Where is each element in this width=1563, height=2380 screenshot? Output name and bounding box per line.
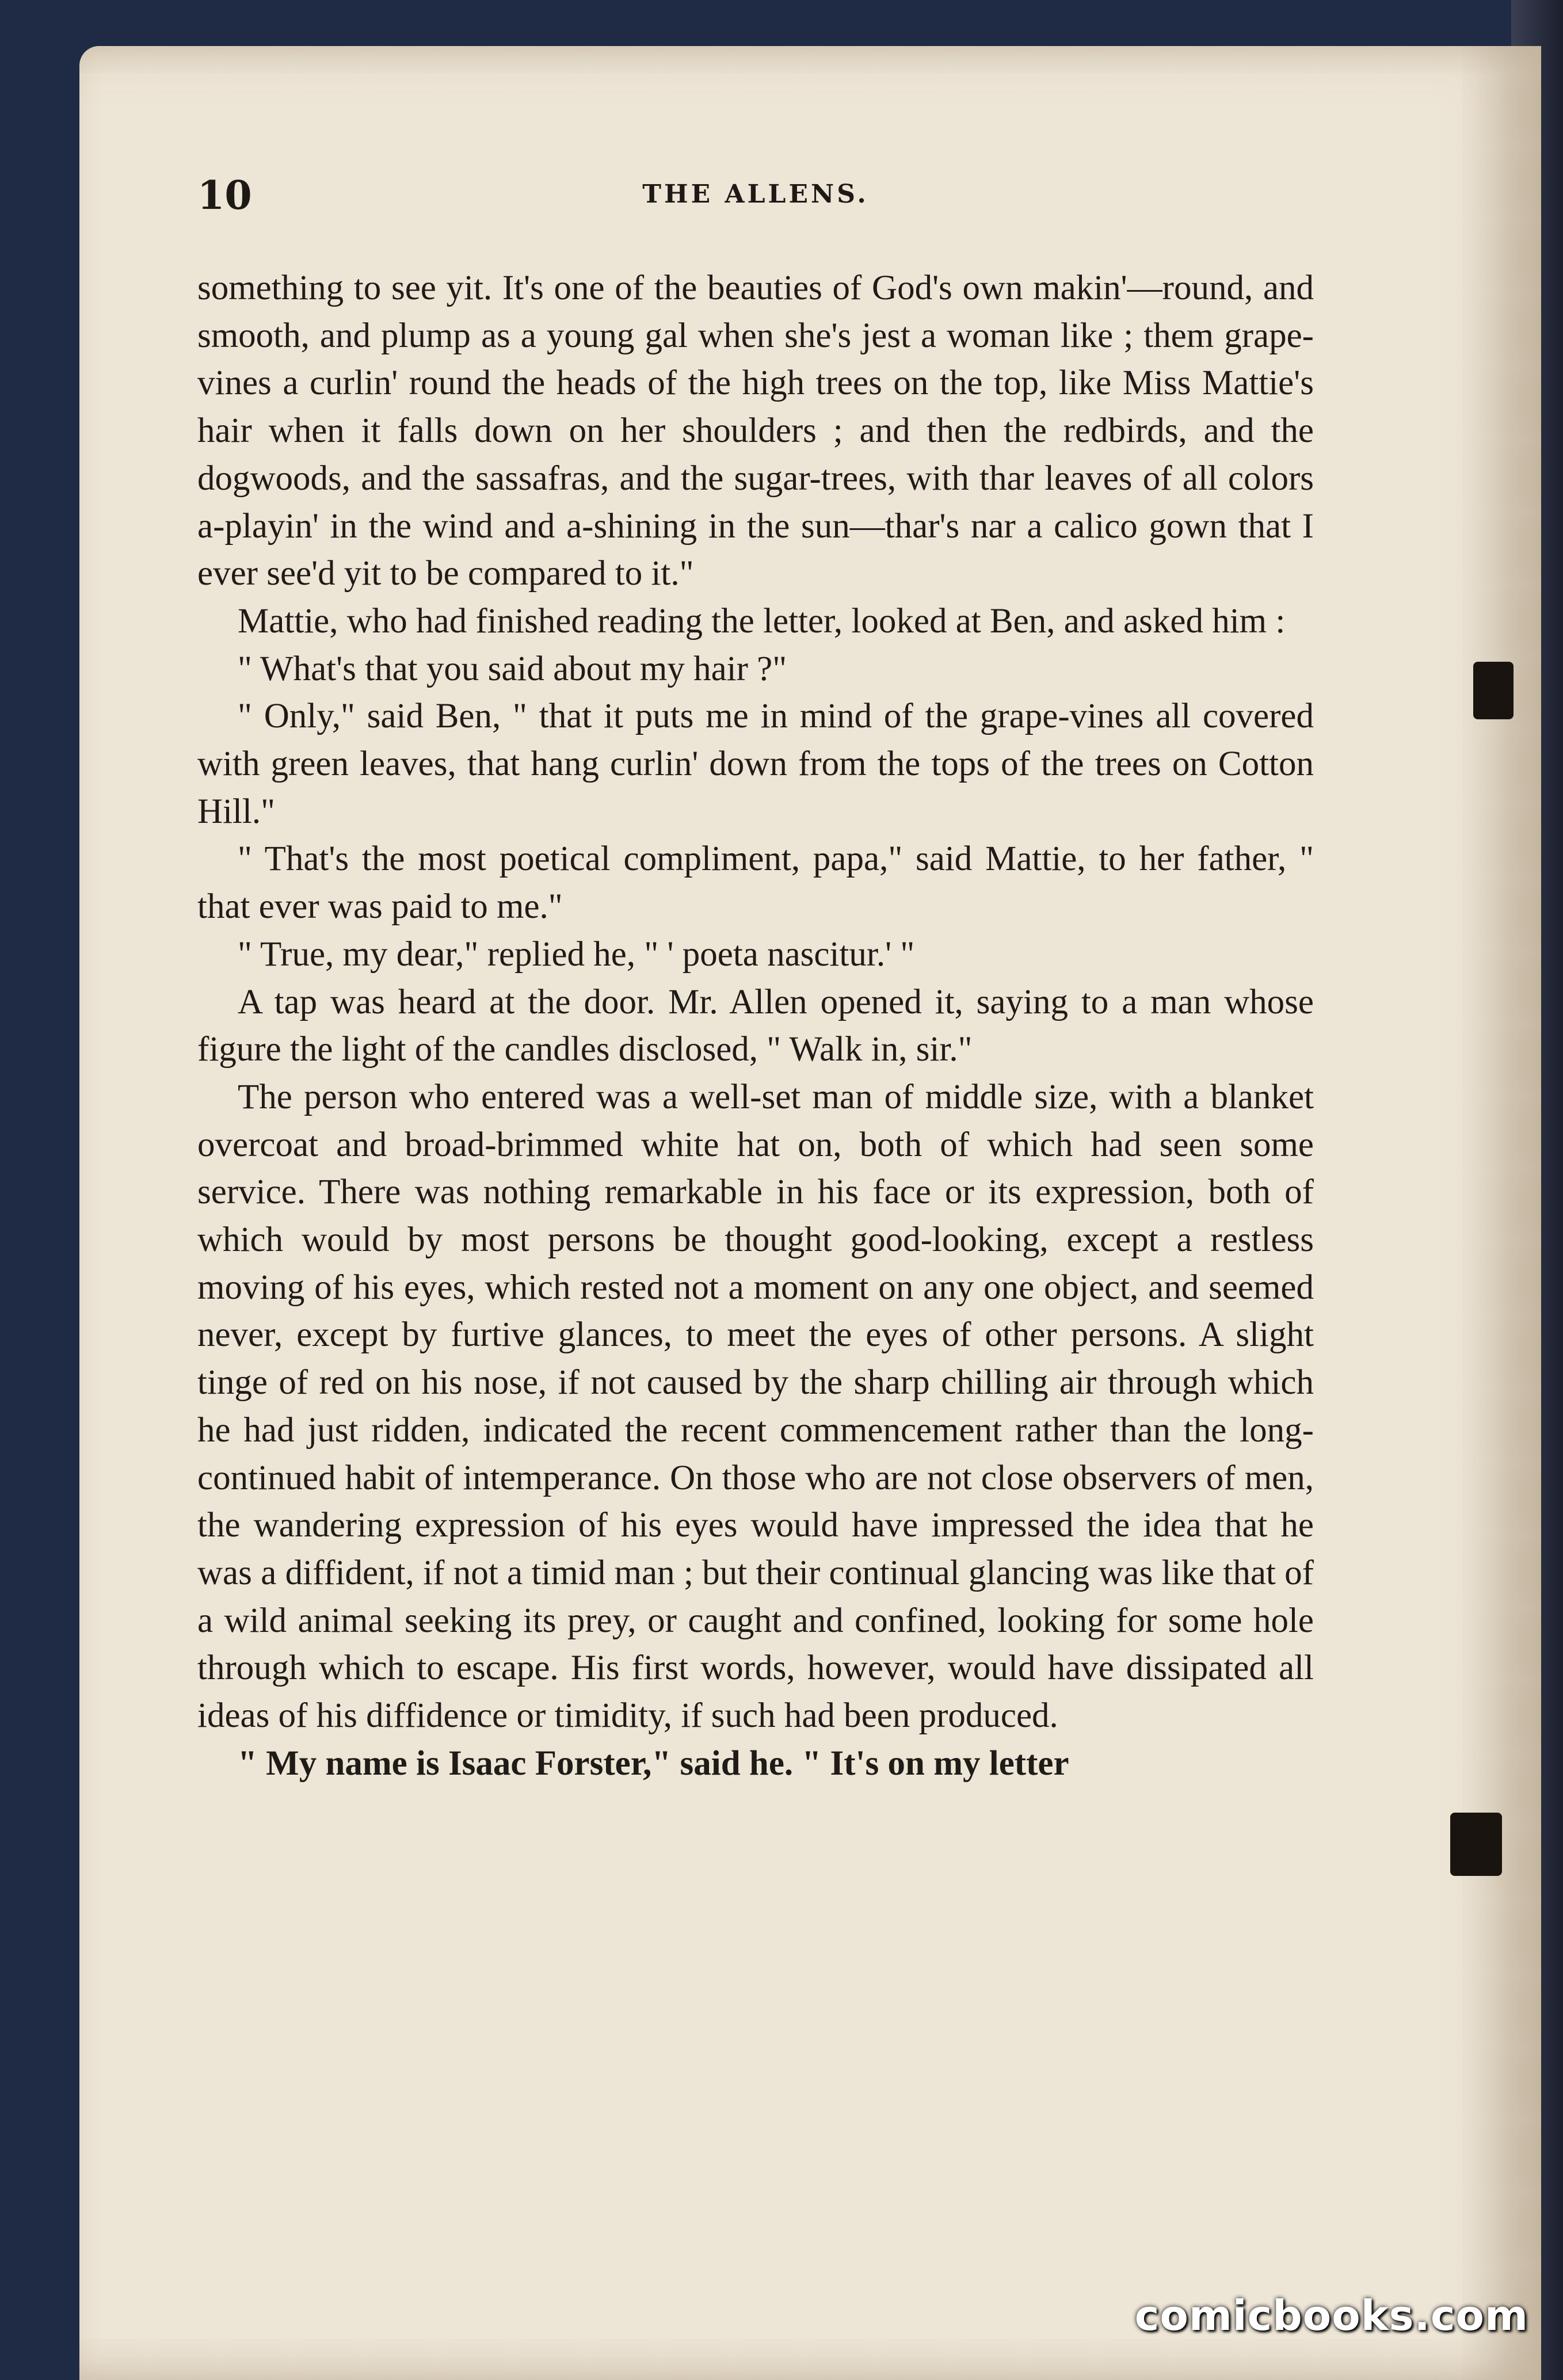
body-text (197, 265, 1314, 1788)
binding-hole-lower (1450, 1813, 1502, 1876)
paragraph: something to see yit. It's one of the beauties of God's own makin'—round, and smooth, and plump as a young gal when she's jest a woman like ; them grape-vines a curlin' round the heads of the high trees on the top, like Miss Mattie's hair when it falls down on her shoulders ; and then the redbirds, and the dogwoods, and the sassafras, and the sugar-trees, with thar leaves of all colors a-playin' in the wind and a-shining in the sun—thar's nar a calico gown that I ever see'd yit to be compared to it." (197, 269, 1314, 593)
paragraph: " My name is Isaac Forster," said he. " It's on my letter (238, 1744, 1069, 1783)
paragraph: " That's the most poetical compliment, papa," said Mattie, to her father, " that ever was paid to me." (197, 840, 1314, 926)
watermark: comicbooks.com (1134, 2291, 1528, 2340)
running-title: THE ALLENS. (642, 180, 869, 209)
paragraph: The person who entered was a well-set man of middle size, with a blanket overcoat and broad-brimmed white hat on, both of which had seen some service. There was nothing remarkable in his face or its expression, both of which would by most persons be thought good-looking, except a restless moving of his eyes, which rested not a moment on any one object, and seemed never, except by furtive glances, to meet the eyes of other persons. A slight tinge of red on his nose, if not caused by the sharp chilling air through which he had just ridden, indicated the recent commencement rather than the long-continued habit of intemperance. On those who are not close observers of men, the wandering expression of his eyes would have impressed the idea that he was a diffident, if not a timid man ; but their continual glancing was like that of a wild animal seeking its prey, or caught and confined, looking for some hole through which to escape. His first words, however, would have dissipated all ideas of his diffidence or timidity, if such had been produced. (197, 1077, 1314, 1736)
paragraph: " True, my dear," replied he, " ' poeta nascitur.' " (238, 935, 915, 974)
paragraph: Mattie, who had finished reading the letter, looked at Ben, and asked him : (238, 601, 1286, 640)
running-head (197, 173, 1314, 224)
paragraph: " Only," said Ben, " that it puts me in mind of the grape-vines all covered with green leaves, that hang curlin' down from the tops of the trees on Cotton Hill." (197, 697, 1314, 831)
paragraph: A tap was heard at the door. Mr. Allen opened it, saying to a man whose figure the light of the candles disclosed, " Walk in, sir." (197, 982, 1314, 1069)
binding-hole-upper (1473, 662, 1514, 719)
page-number: 10 (197, 173, 252, 219)
paragraph: " What's that you said about my hair ?" (238, 649, 787, 688)
